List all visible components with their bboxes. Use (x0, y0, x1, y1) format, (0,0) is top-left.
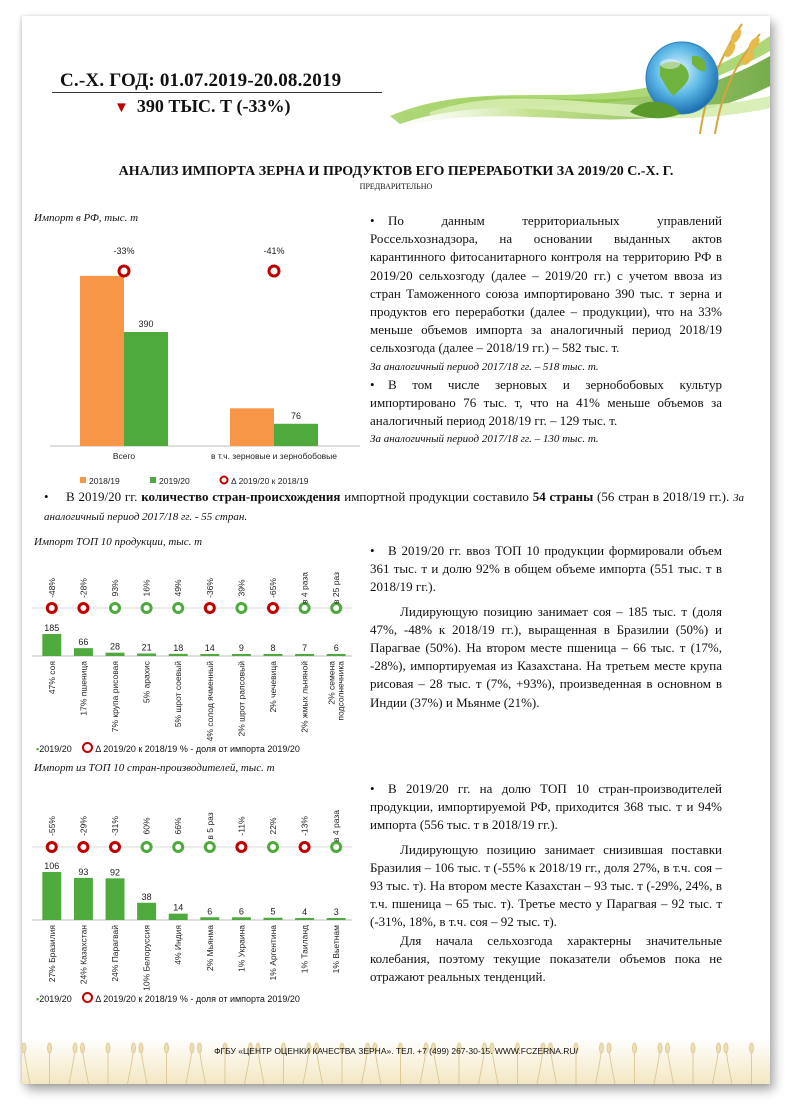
bar (264, 654, 283, 656)
legend-change-label: Δ 2019/20 к 2018/19 (95, 744, 178, 754)
chart1-bar-2019/20-0 (124, 332, 168, 446)
legend-green-square-icon: ▪ (36, 744, 40, 754)
category-label: подсолнечника (335, 661, 346, 721)
countries-text-bold-b: 54 страны (532, 489, 594, 504)
value-label: 38 (141, 891, 152, 902)
bar (295, 918, 314, 920)
down-arrow-icon: ▼ (114, 100, 129, 116)
bullet-icon: • (370, 213, 375, 228)
value-label: 14 (204, 643, 215, 653)
chart1-title: Импорт в РФ, тыс. т (34, 212, 139, 224)
bar (169, 914, 188, 920)
category-label: 2% шрот рапсовый (236, 661, 247, 737)
value-label: 92 (109, 867, 121, 878)
chart1-legend-label: Δ 2019/20 к 2018/19 (231, 476, 309, 486)
category-label: 27% Бразилия (46, 925, 57, 983)
change-label: -11% (236, 816, 247, 836)
countries-text-c: импортной продукции составило (340, 489, 533, 504)
category-label: 17% пшеница (78, 661, 89, 716)
bar (42, 634, 61, 656)
change-label: 16% (141, 579, 152, 597)
legend-series-label: 2019/20 (39, 744, 72, 754)
note-grain-import: За аналогичный период 2017/18 гг. – 130 тыс. т. (370, 433, 599, 446)
change-marker (174, 604, 183, 613)
chart-top10-countries (32, 792, 362, 992)
bar (137, 903, 156, 920)
change-marker (269, 843, 278, 852)
season-volume-text: 390 ТЫС. Т (-33%) (136, 96, 291, 116)
chart1-legend-swatch (80, 477, 86, 483)
chart2-title: Импорт ТОП 10 продукции, тыс. т (34, 536, 203, 548)
change-label: -31% (110, 816, 120, 836)
change-label: 93% (110, 579, 120, 597)
chart1-bar-2018/19-0 (80, 276, 124, 446)
paragraph-country-leaders: Лидирующую позицию занимает снизившая поставки Бразилия – 106 тыс. т (-55% к 2018/19 гг., доля 27%, в т.ч. соя – 93 тыс. т). На втором месте Казахстан – 93 тыс. т (-29%, 24%, в т.ч. пшеница – 65 тыс. т). Третье место у Парагвая – 92 тыс. т (-31%, 18%, в т.ч. соя – 92 тыс. т). (370, 841, 722, 930)
chart1-change-label: -33% (113, 246, 135, 256)
change-marker (47, 843, 56, 852)
bar (327, 654, 346, 656)
value-label: 8 (270, 643, 276, 653)
chart3-legend (36, 992, 300, 1004)
change-label: 39% (236, 579, 247, 597)
countries-text-bold-a: количество стран-происхождения (141, 489, 341, 504)
page-title: АНАЛИЗ ИМПОРТА ЗЕРНА И ПРОДУКТОВ ЕГО ПЕРЕРАБОТКИ ЗА 2019/20 С.-Х. Г. (118, 164, 674, 179)
chart1-data-label: 390 (138, 319, 154, 329)
paragraph-top10-products: В 2019/20 гг. ввоз ТОП 10 продукции формировали объем 361 тыс. т и долю 92% в общем объеме импорта (551 тыс. т в 2018/19 гг.). (370, 543, 722, 595)
change-marker (79, 843, 88, 852)
chart1-change-marker (269, 266, 279, 276)
bar (137, 654, 156, 656)
change-marker (142, 604, 151, 613)
category-label: 4% солод ячменный (204, 661, 215, 742)
value-label: 4 (302, 907, 308, 917)
value-label: 5 (270, 906, 276, 917)
change-label: -55% (46, 816, 57, 836)
season-period: С.-Х. ГОД: 01.07.2019-20.08.2019 (60, 70, 342, 91)
chart1-legend-label: 2018/19 (89, 476, 120, 486)
change-marker (174, 843, 183, 852)
category-label: 7% крупа рисовая (110, 661, 120, 733)
chart1-bar-2018/19-1 (230, 408, 274, 446)
value-label: 6 (207, 906, 213, 917)
chart-import-total (30, 226, 370, 496)
bullet-icon: • (370, 376, 375, 392)
note-total-import: За аналогичный период 2017/18 гг. – 518 тыс. т. (370, 360, 599, 373)
value-label: 93 (78, 866, 89, 877)
chart1-legend-label: 2019/20 (159, 476, 190, 486)
value-label: 66 (78, 637, 89, 648)
category-label: 24% Парагвай (110, 925, 120, 982)
category-label: 1% Вьетнам (331, 925, 342, 974)
change-marker (111, 604, 120, 613)
change-label: 66% (173, 817, 184, 835)
change-marker (47, 604, 56, 613)
legend-share-label: % - доля от импорта 2019/20 (179, 994, 300, 1004)
change-label: 60% (141, 817, 152, 835)
change-marker (205, 843, 214, 852)
change-marker (300, 843, 309, 852)
change-marker (142, 843, 151, 852)
value-label: 9 (238, 643, 244, 653)
chart1-change-label: -41% (263, 246, 285, 256)
chart-top10-products (32, 546, 362, 751)
bullet-icon: • (370, 781, 375, 796)
footer-wheat-decoration (22, 1038, 770, 1084)
bar (232, 654, 251, 656)
value-label: 18 (173, 642, 184, 653)
change-marker (237, 604, 246, 613)
chart1-legend-swatch (150, 477, 156, 483)
value-label: 7 (302, 643, 308, 653)
change-label: -13% (299, 816, 310, 836)
header-decoration (370, 16, 770, 146)
paragraph-product-leaders: Лидирующую позицию занимает соя – 185 тыс. т (доля 47%, -48% к 2018/19 гг.), выращенная в Бразилии (50%) и Парагвае (50%). На втором месте пшеница – 66 тыс. т (17%, -28%), импортируемая из Казахстана. На третьем месте крупа рисовая – 28 тыс. т (7%, +93%), произведенная в основном в Индии (37%) и Мьянме (21%). (370, 603, 722, 710)
document-page (22, 16, 770, 1084)
value-label: 14 (173, 902, 184, 913)
paragraph-countries-count (44, 488, 744, 526)
category-label: 2% жмых льняной (299, 661, 310, 733)
paragraph-disclaimer: Для начала сельхозгода характерны значительные колебания, поэтому текущие показатели объемов пока не отражают реальных тенденций. (370, 932, 722, 985)
change-marker (205, 604, 214, 613)
header-waves-graphic (370, 16, 770, 146)
chart1-change-marker (119, 266, 129, 276)
bar (74, 648, 93, 656)
legend-share-label: % - доля от импорта 2019/20 (179, 744, 300, 754)
change-label: -36% (204, 578, 215, 598)
category-label: 1% Аргентина (268, 925, 278, 981)
bar (264, 918, 283, 920)
text-block-products (370, 542, 722, 712)
bar (295, 654, 314, 656)
category-label: 4% Индия (173, 925, 184, 965)
bar (327, 918, 346, 920)
page-subtitle: ПРЕДВАРИТЕЛЬНО (359, 182, 433, 191)
category-label: 2% чечевица (268, 661, 278, 713)
legend-series-label: 2019/20 (39, 994, 72, 1004)
category-label: 10% Белоруссия (141, 925, 152, 991)
change-label: 49% (173, 579, 184, 597)
season-volume (114, 96, 291, 117)
bar (232, 917, 251, 920)
paragraph-total-import: По данным территориальных управлений Россельхознадзора, на основании выданных актов карантинного фитосанитарного контроля на территорию РФ в 2019/20 сельхозгоду (далее – 2019/20 гг.) с учетом ввоза из стран Таможенного союза импортировано 390 тыс. т зерна и продуктов его переработки (далее – продукции), что на 33% меньше объемов импорта за аналогичный период 2018/19 сельхозгода (далее – 2018/19 гг.) – 582 тыс. т. (370, 213, 722, 356)
chart1-category-label: в т.ч. зерновые и зернобобовые (210, 451, 338, 461)
change-label: -48% (46, 578, 57, 598)
category-label: 2% Мьянма (204, 925, 215, 972)
chart1-bar-2019/20-1 (274, 424, 318, 446)
category-label: 5% арахис (141, 661, 152, 704)
change-label: -28% (78, 578, 89, 598)
bar (106, 878, 125, 920)
paragraph-top10-countries: В 2019/20 гг. на долю ТОП 10 стран-производителей продукции, импортируемой РФ, приходится 368 тыс. т и 94% импорта (556 тыс. т в 2018/19 гг.). (370, 781, 722, 833)
change-marker (111, 843, 120, 852)
bar (169, 654, 188, 656)
chart1-data-label: 76 (290, 410, 302, 421)
change-marker (79, 604, 88, 613)
countries-text-e: (56 стран в 2018/19 гг.). (593, 489, 734, 504)
bar (42, 872, 61, 920)
change-marker (332, 843, 341, 852)
header-divider (52, 92, 382, 93)
change-label: в 4 раза (331, 810, 342, 842)
change-label: 22% (268, 817, 278, 835)
value-label: 6 (333, 643, 339, 653)
countries-note: За аналогичный период 2017/18 гг. - 55 стран. (44, 492, 745, 524)
footer-contacts: ФГБУ «ЦЕНТР ОЦЕНКИ КАЧЕСТВА ЗЕРНА». ТЕЛ. +7 (499) 267-30-15. WWW.FCZERNA.RU/ (214, 1046, 578, 1056)
bar (106, 653, 125, 656)
category-label: 5% шрот соевый (173, 661, 184, 728)
legend-green-square-icon: ▪ (36, 994, 40, 1004)
chart3-title: Импорт из ТОП 10 стран-производителей, тыс. т (34, 762, 275, 774)
change-label: -65% (268, 578, 278, 598)
legend-change-label: Δ 2019/20 к 2018/19 (95, 994, 178, 1004)
value-label: 6 (238, 906, 244, 917)
legend-change-marker-icon (82, 992, 93, 1003)
category-label: 1% Украина (236, 925, 247, 973)
paragraph-grain-import: В том числе зерновых и зернобобовых культур импортировано 76 тыс. т, что на 41% меньше объемов за аналогичный период 2018/19 гг. – 129 тыс. т. (370, 376, 722, 429)
chart1-legend-marker (221, 477, 228, 484)
change-label: в 25 раз (331, 572, 342, 604)
value-label: 28 (109, 641, 121, 652)
text-block-summary (370, 212, 722, 449)
bar (74, 878, 93, 920)
value-label: 21 (141, 642, 152, 653)
bar (200, 654, 219, 656)
bullet-icon: • (370, 543, 375, 558)
value-label: 185 (44, 623, 60, 633)
change-marker (269, 604, 278, 613)
change-label: -29% (78, 816, 89, 836)
category-label: 2% семена (326, 661, 337, 705)
bar (200, 917, 219, 920)
change-marker (237, 843, 246, 852)
bullet-icon: • (44, 489, 49, 504)
change-label: в 5 раз (204, 812, 215, 840)
legend-change-marker-icon (82, 742, 93, 753)
category-label: 1% Таиланд (299, 925, 310, 974)
category-label: 47% соя (46, 661, 57, 695)
chart1-category-label: Всего (112, 451, 136, 461)
chart2-legend (36, 742, 300, 754)
change-label: в 4 раза (299, 572, 310, 604)
category-label: 24% Казахстан (78, 925, 89, 985)
text-block-countries (370, 780, 722, 986)
countries-text-a: В 2019/20 гг. (66, 489, 142, 504)
value-label: 3 (333, 907, 339, 917)
value-label: 106 (44, 861, 60, 871)
